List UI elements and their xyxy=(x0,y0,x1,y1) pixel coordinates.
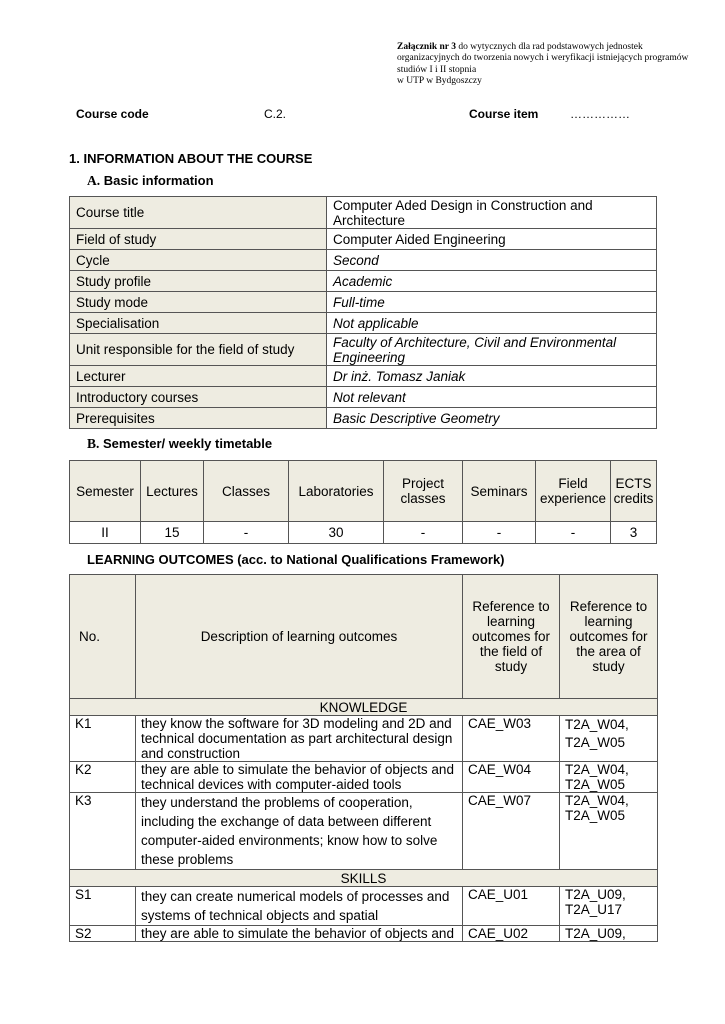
info-key: Unit responsible for the field of study xyxy=(70,334,327,366)
timetable-header: Field experience xyxy=(536,461,611,522)
info-value: Basic Descriptive Geometry xyxy=(327,408,657,429)
info-key: Course title xyxy=(70,197,327,229)
lo-description: they are able to simulate the behavior of objects and technical devices with computer-aided tools xyxy=(136,762,463,793)
annex-text: do wytycznych dla rad podstawowych jednostek organizacyjnych do tworzenia nowych i weryfikacji istniejących programów studiów I i II stopnia xyxy=(397,42,689,75)
subsection-a-text: Basic information xyxy=(100,173,214,188)
timetable-table xyxy=(69,460,657,544)
info-value: Not applicable xyxy=(327,313,657,334)
section-title: 1. INFORMATION ABOUT THE COURSE xyxy=(69,151,313,166)
lo-header-area-ref: Reference to learning outcomes for the area of study xyxy=(560,575,658,699)
timetable-value: 15 xyxy=(141,522,204,544)
subsection-b-text: Semester/ weekly timetable xyxy=(99,436,273,451)
info-row xyxy=(70,292,657,313)
info-value: Full-time xyxy=(327,292,657,313)
lo-description: they know the software for 3D modeling and 2D and technical documentation as part architectural design and construction xyxy=(136,716,463,762)
lo-no: K3 xyxy=(70,793,136,870)
lo-no: S2 xyxy=(70,926,136,942)
info-value: Computer Aded Design in Construction and Architecture xyxy=(327,197,657,229)
info-key: Lecturer xyxy=(70,366,327,387)
lo-area-ref: T2A_W04, T2A_W05 xyxy=(560,762,658,793)
info-row xyxy=(70,197,657,229)
lo-area-ref: T2A_U09, T2A_U17 xyxy=(560,887,658,926)
basic-info-table xyxy=(69,196,657,429)
info-key: Field of study xyxy=(70,229,327,250)
timetable-header: Seminars xyxy=(463,461,536,522)
lo-area-ref: T2A_W04, T2A_W05 xyxy=(560,793,658,870)
lo-field-ref: CAE_W07 xyxy=(463,793,560,870)
info-value: Second xyxy=(327,250,657,271)
timetable-value: - xyxy=(536,522,611,544)
info-row xyxy=(70,334,657,366)
timetable-value: - xyxy=(463,522,536,544)
timetable-header: Laboratories xyxy=(289,461,384,522)
timetable-header: Lectures xyxy=(141,461,204,522)
info-key: Specialisation xyxy=(70,313,327,334)
timetable-value: - xyxy=(384,522,463,544)
annex-line4: w UTP w Bydgoszczy xyxy=(397,76,482,87)
lo-field-ref: CAE_U01 xyxy=(463,887,560,926)
subsection-b-letter: B. xyxy=(87,436,100,451)
lo-description: they are able to simulate the behavior of objects and xyxy=(136,926,463,942)
lo-no: K1 xyxy=(70,716,136,762)
lo-field-ref: CAE_W03 xyxy=(463,716,560,762)
timetable-value: 30 xyxy=(289,522,384,544)
timetable-header-row xyxy=(70,461,657,522)
info-key: Study profile xyxy=(70,271,327,292)
annex-bold: Załącznik nr 3 xyxy=(397,42,456,52)
learning-outcomes-table xyxy=(69,574,658,942)
course-code-value: C.2. xyxy=(264,107,287,121)
lo-header-row xyxy=(70,575,658,699)
timetable-value: II xyxy=(70,522,141,544)
info-row xyxy=(70,229,657,250)
timetable-header: Classes xyxy=(204,461,289,522)
timetable-value: 3 xyxy=(611,522,657,544)
lo-row xyxy=(70,716,658,762)
learning-outcomes-title: LEARNING OUTCOMES (acc. to National Qualifications Framework) xyxy=(87,552,505,567)
info-row xyxy=(70,271,657,292)
lo-row xyxy=(70,926,658,942)
lo-section-row xyxy=(70,870,658,887)
lo-header-description: Description of learning outcomes xyxy=(136,575,463,699)
timetable-header: Project classes xyxy=(384,461,463,522)
info-value: Faculty of Architecture, Civil and Environmental Engineering xyxy=(327,334,657,366)
info-key: Prerequisites xyxy=(70,408,327,429)
lo-description: they can create numerical models of processes and systems of technical objects and spatial xyxy=(136,887,463,926)
subsection-a-title xyxy=(87,173,214,189)
lo-no: K2 xyxy=(70,762,136,793)
info-row xyxy=(70,250,657,271)
subsection-b-title xyxy=(87,436,272,452)
info-value: Computer Aided Engineering xyxy=(327,229,657,250)
timetable-header: ECTS credits xyxy=(611,461,657,522)
info-row xyxy=(70,387,657,408)
info-value: Not relevant xyxy=(327,387,657,408)
lo-description: they understand the problems of cooperation, including the exchange of data between different computer-aided environments; know how to solve these problems xyxy=(136,793,463,870)
timetable-value: - xyxy=(204,522,289,544)
info-key: Study mode xyxy=(70,292,327,313)
info-key: Introductory courses xyxy=(70,387,327,408)
lo-area-ref: T2A_W04, T2A_W05 xyxy=(560,716,658,762)
lo-row xyxy=(70,762,658,793)
annex-note xyxy=(397,42,697,88)
timetable-header: Semester xyxy=(70,461,141,522)
lo-section-row xyxy=(70,699,658,716)
course-item-value: …………… xyxy=(570,107,630,121)
info-row xyxy=(70,313,657,334)
lo-header-no: No. xyxy=(70,575,136,699)
lo-row xyxy=(70,793,658,870)
info-key: Cycle xyxy=(70,250,327,271)
info-value: Dr inż. Tomasz Janiak xyxy=(327,366,657,387)
lo-header-field-ref: Reference to learning outcomes for the field of study xyxy=(463,575,560,699)
lo-field-ref: CAE_U02 xyxy=(463,926,560,942)
lo-no: S1 xyxy=(70,887,136,926)
course-item-label: Course item xyxy=(469,107,539,121)
skills-section-label: SKILLS xyxy=(70,870,658,887)
info-row xyxy=(70,366,657,387)
timetable-values-row xyxy=(70,522,657,544)
course-code-label: Course code xyxy=(76,107,149,121)
lo-row xyxy=(70,887,658,926)
subsection-a-letter: A. xyxy=(87,173,101,188)
info-value: Academic xyxy=(327,271,657,292)
lo-field-ref: CAE_W04 xyxy=(463,762,560,793)
info-row xyxy=(70,408,657,429)
knowledge-section-label: KNOWLEDGE xyxy=(70,699,658,716)
lo-area-ref: T2A_U09, xyxy=(560,926,658,942)
